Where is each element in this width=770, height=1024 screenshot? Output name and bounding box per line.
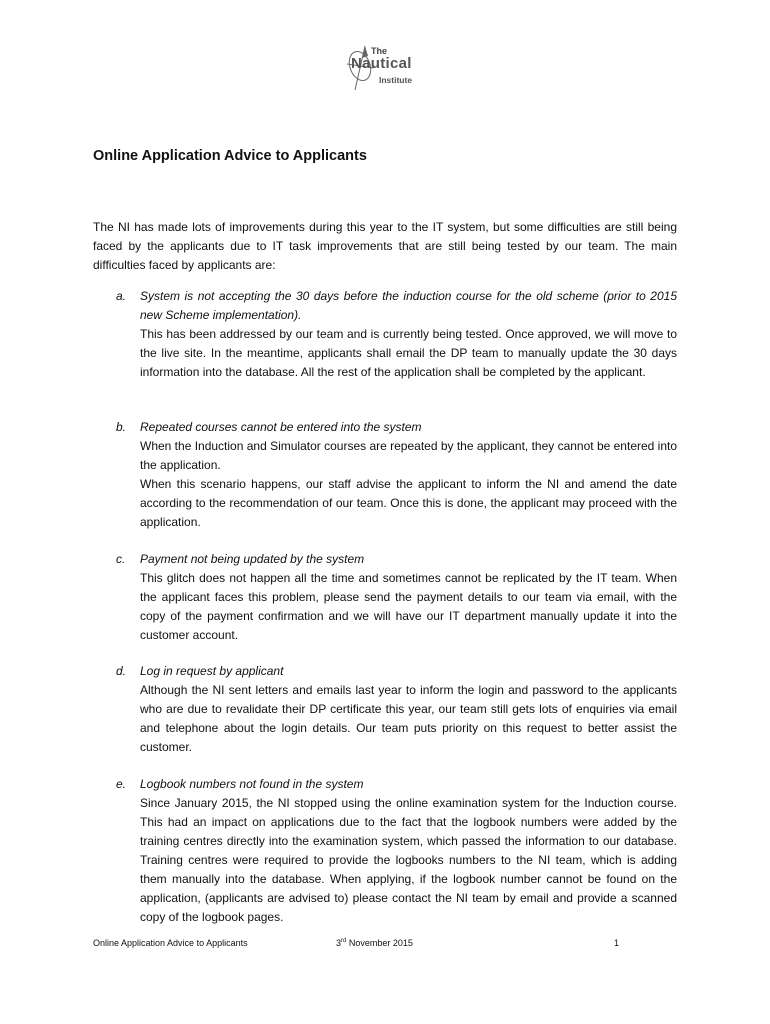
nautical-institute-logo [343,44,429,96]
footer-date-rest: November 2015 [346,938,413,948]
list-item-paragraph: This glitch does not happen all the time and sometimes cannot be replicated by the IT team. When the applicant faces this problem, please send the payment details to our team via email, with the copy of the payment confirmation and we will have our IT department manually update it into the customer account. [140,571,677,642]
list-item-letter: a. [116,289,127,303]
footer-date [336,938,413,948]
list-item-letter: b. [116,420,127,434]
list-item-letter: d. [116,664,127,678]
footer-date-suffix: rd [341,938,347,944]
list-item [93,775,677,927]
logo-text-institute: Institute [379,75,413,85]
logo-text-the: The [371,46,388,56]
list-item [93,662,677,757]
list-item-paragraph: When this scenario happens, our staff advise the applicant to inform the NI and amend the date according to the recommendation of our team. Once this is done, the applicant may proceed with the application. [140,477,677,529]
list-item-heading: Repeated courses cannot be entered into the system [140,420,422,434]
logo-text-nautical: Nautical [351,55,412,72]
list-item-paragraph: Although the NI sent letters and emails last year to inform the login and password to the applicants who are due to revalidate their DP certificate this year, our team still gets lots of enquiries via email and telephone about the login details. Our team puts priority on this request to better assist the customer. [140,683,677,754]
list-item-heading: System is not accepting the 30 days before the induction course for the old scheme (prior to 2015 new Scheme implementation). [140,289,677,322]
list-item-heading: Log in request by applicant [140,664,284,678]
list-item [93,418,677,532]
page-number: 1 [614,938,620,948]
intro-paragraph: The NI has made lots of improvements during this year to the IT system, but some difficulties are still being faced by the applicants due to IT task improvements that are still being tested by our team. The main difficulties faced by applicants are: [93,220,677,272]
footer-title: Online Application Advice to Applicants [93,938,248,948]
list-item [93,287,677,382]
list-item-heading: Logbook numbers not found in the system [140,777,364,791]
list-item [93,550,677,645]
list-item-paragraph: Since January 2015, the NI stopped using the online examination system for the Induction course. This had an impact on applications due to the fact that the logbook numbers were added by the training centres directly into the examination system, which passed the information to our database. Training centres were required to provide the logbooks numbers to the NI team, which is adding them manually into the database. When applying, if the logbook number cannot be found on the application, (applicants are advised to) please contact the NI team by email and provide a scanned copy of the logbook pages. [140,796,677,924]
list-item-letter: e. [116,777,127,791]
footer-date-day: 3 [336,938,342,948]
list-item-paragraph: This has been addressed by our team and is currently being tested. Once approved, we will move to the live site. In the meantime, applicants shall email the DP team to manually update the 30 days information into the database. All the rest of the application shall be completed by the applicant. [140,327,677,379]
page-title: Online Application Advice to Applicants [93,148,367,164]
list-item-letter: c. [116,552,126,566]
list-item-paragraph: When the Induction and Simulator courses are repeated by the applicant, they cannot be entered into the application. [140,439,678,472]
list-item-heading: Payment not being updated by the system [140,552,365,566]
